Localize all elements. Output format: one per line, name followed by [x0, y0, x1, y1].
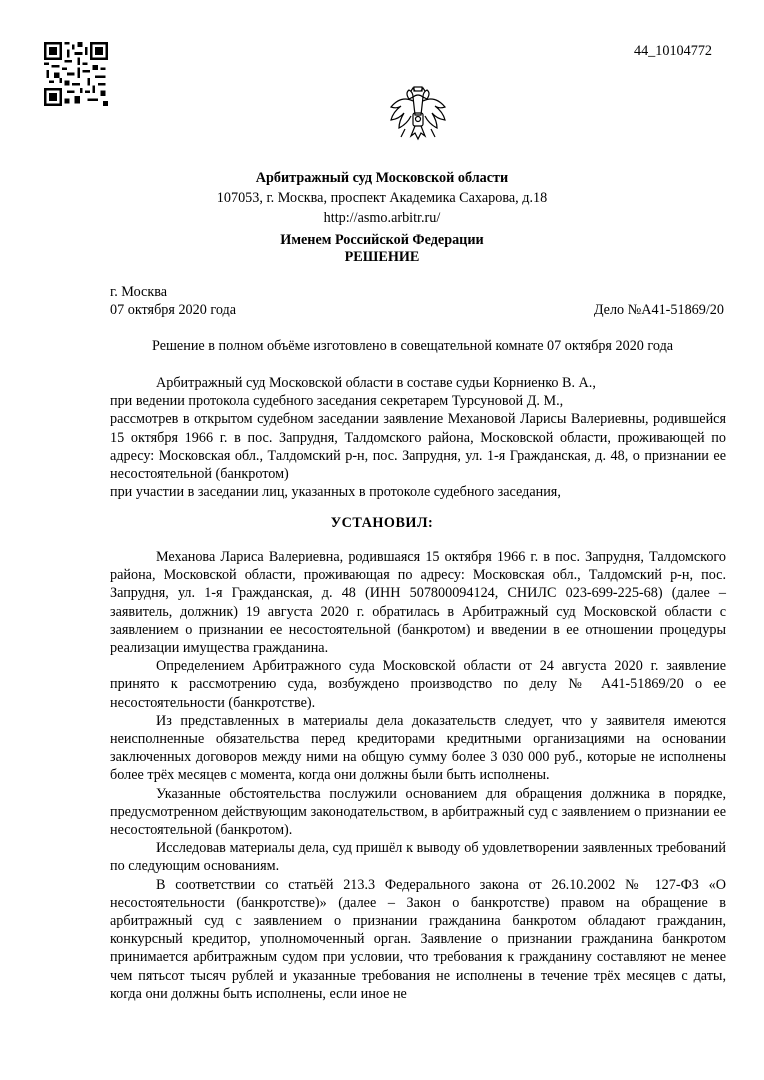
court-name: Арбитражный суд Московской области	[255, 170, 509, 186]
paragraph: Указанные обстоятельства послужили основанием для обращения должника в порядке, предусмотренном действующим законодательством, в арбитражный суд с заявлением о признании ее несостоятельной (банкротом).	[110, 785, 726, 839]
city: г. Москва	[110, 284, 168, 300]
document-id: 44_10104772	[633, 43, 712, 59]
intro-block	[110, 374, 726, 501]
court-address: 107053, г. Москва, проспект Академика Сахарова, д.18	[216, 190, 548, 206]
intro-participants: при участии в заседании лиц, указанных в протоколе судебного заседания,	[110, 484, 561, 501]
title-line1: Именем Российской Федерации	[280, 232, 484, 248]
intro-considered: рассмотрев в открытом судебном заседании заявление Механовой Ларисы Валериевны, родившейся 15 октября 1966 г. в пос. Запрудня, Талдомского района, Московской области, проживающей по адресу: Московская обл., Талдомский р-н, пос. Запрудня, ул. 1-я Гражданская, д. 48, о признании ее несостоятельной (банкротом)	[110, 411, 726, 483]
qr-code-icon	[44, 42, 108, 106]
paragraph: Исследовав материалы дела, суд пришёл к выводу об удовлетворении заявленных требований по следующим основаниям.	[110, 840, 726, 875]
court-url[interactable]: http://asmo.arbitr.ru/	[323, 210, 441, 226]
case-number: Дело №А41-51869/20	[593, 302, 724, 318]
made-note: Решение в полном объёме изготовлено в совещательной комнате 07 октября 2020 года	[152, 338, 674, 354]
coat-of-arms-icon	[385, 85, 451, 151]
intro-judge: Арбитражный суд Московской области в составе судьи Корниенко В. А.,	[156, 375, 596, 391]
intro-secretary: при ведении протокола судебного заседания секретарем Турсуновой Д. М.,	[110, 393, 564, 410]
document-title	[0, 232, 764, 266]
paragraph: Из представленных в материалы дела доказательств следует, что у заявителя имеются неисполненные обязательства перед кредиторами кредитными организациями на основании заключенных договоров между ними на общую сумму более 3 030 000 руб., которые не исполнены более трёх месяцев с момента, когда они должны были быть исполнены.	[110, 712, 726, 784]
paragraph: Механова Лариса Валериевна, родившаяся 15 октября 1966 г. в пос. Запрудня, Талдомского района, Московской области, проживающая по адресу: Московская обл., Талдомский р-н, пос. Запрудня, ул. 1-я Гражданская, д. 48 (ИНН 507800094124, СНИЛС 023-699-225-68) (далее – заявитель, должник) 19 августа 2020 г. обратилась в Арбитражный суд Московской области с заявлением о признании ее несостоятельной (банкротом) и введении в ее отношении процедуры реализации имущества гражданина.	[110, 549, 726, 657]
court-header	[0, 168, 764, 228]
decision-date: 07 октября 2020 года	[110, 302, 237, 318]
title-line2: РЕШЕНИЕ	[344, 249, 420, 265]
paragraph: Определением Арбитражного суда Московской области от 24 августа 2020 г. заявление принято к рассмотрению суда, возбуждено производство по делу № А41-51869/20 о ее несостоятельности (банкротстве).	[110, 658, 726, 711]
findings-block	[110, 548, 726, 1003]
paragraph: В соответствии со статьёй 213.3 Федерального закона от 26.10.2002 № 127-ФЗ «О несостоятельности (банкротстве)» (далее – Закон о банкротстве) правом на обращение в арбитражный суд с заявлением о признании гражданина банкротом обладают гражданин, конкурсный кредитор, уполномоченный орган. Заявление о признании гражданина банкротом принимается арбитражным судом при условии, что требования к гражданину составляют не менее чем пятьсот тысяч рублей и указанные требования не исполнены в течение трёх месяцев с даты, когда они должны быть исполнены, если иное не	[110, 876, 726, 1002]
section-heading: УСТАНОВИЛ:	[330, 515, 434, 531]
